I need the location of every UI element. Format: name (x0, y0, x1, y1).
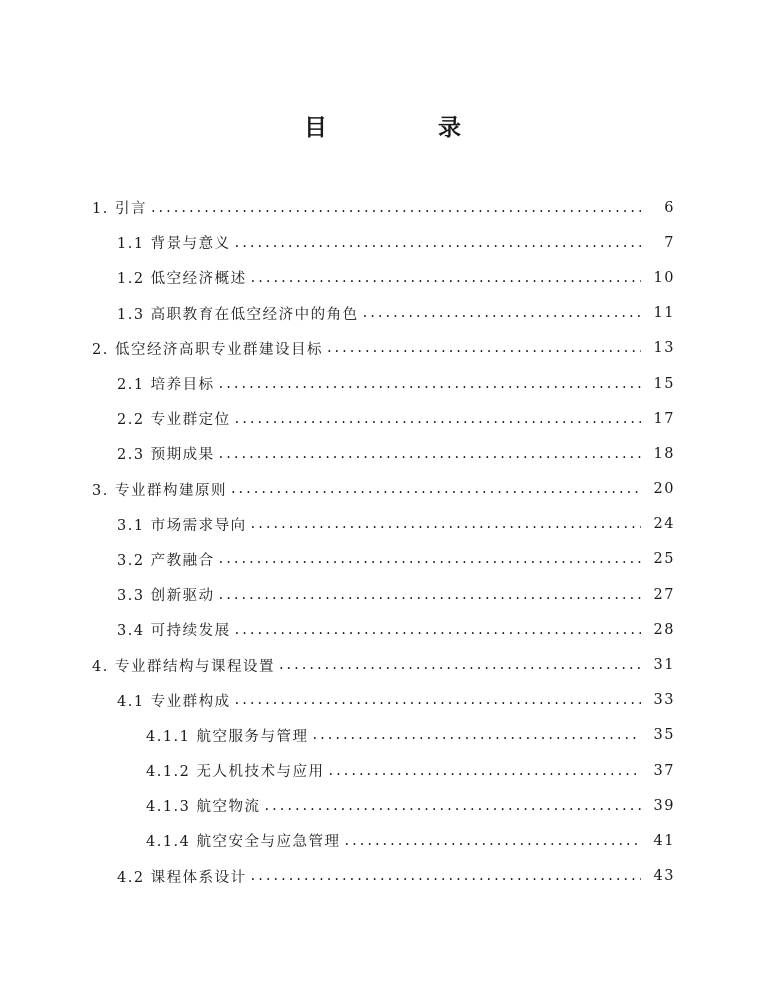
toc-entry-label: 1. 引言 (92, 201, 147, 218)
toc-entry[interactable] (0, 401, 765, 436)
toc-entry[interactable] (0, 683, 765, 718)
toc-dot-leader (235, 620, 641, 640)
toc-entry-page-number: 10 (653, 269, 675, 286)
toc-entry[interactable] (0, 647, 765, 682)
toc-entry-label: 2.3 预期成果 (117, 447, 215, 464)
toc-entry[interactable] (0, 612, 765, 647)
toc-entry-label: 1.1 背景与意义 (117, 236, 231, 253)
toc-dot-leader (151, 198, 641, 218)
toc-entry-label: 3.1 市场需求导向 (117, 517, 247, 534)
toc-entry-page-number: 7 (664, 234, 675, 251)
toc-entry-page-number: 43 (653, 868, 675, 885)
toc-dot-leader (251, 514, 641, 534)
toc-dot-leader (219, 374, 641, 394)
toc-entry-label: 2.2 专业群定位 (117, 412, 231, 429)
toc-entry-page-number: 31 (653, 657, 675, 674)
toc-entry-page-number: 13 (653, 340, 675, 357)
toc-entry-label: 4. 专业群结构与课程设置 (92, 658, 275, 675)
toc-entry[interactable] (0, 823, 765, 858)
toc-dot-leader (235, 409, 641, 429)
toc-entry[interactable] (0, 436, 765, 471)
toc-entry[interactable] (0, 260, 765, 295)
toc-entry-label: 3.3 创新驱动 (117, 588, 215, 605)
toc-dot-leader (219, 444, 641, 464)
toc-dot-leader (251, 268, 641, 288)
toc-entry-label: 4.1.2 无人机技术与应用 (146, 764, 325, 781)
toc-dot-leader (231, 479, 641, 499)
toc-dot-leader (279, 655, 641, 675)
toc-entry-page-number: 15 (653, 375, 675, 392)
toc-entry-page-number: 24 (653, 516, 675, 533)
toc-entry[interactable] (0, 225, 765, 260)
toc-entry-page-number: 6 (664, 199, 675, 216)
toc-entry-label: 1.2 低空经济概述 (117, 271, 247, 288)
toc-entry[interactable] (0, 788, 765, 823)
toc-entry-page-number: 39 (653, 797, 675, 814)
toc-entry[interactable] (0, 507, 765, 542)
toc-entry[interactable] (0, 753, 765, 788)
toc-entry[interactable] (0, 718, 765, 753)
toc-entry[interactable] (0, 296, 765, 331)
toc-dot-leader (219, 585, 641, 605)
toc-entry-page-number: 41 (653, 832, 675, 849)
toc-entry-page-number: 20 (653, 481, 675, 498)
toc-entry-label: 3. 专业群构建原则 (92, 482, 227, 499)
toc-dot-leader (235, 233, 641, 253)
toc-entry-page-number: 35 (653, 727, 675, 744)
toc-entry-label: 2.1 培养目标 (117, 377, 215, 394)
toc-entry-page-number: 27 (653, 586, 675, 603)
toc-entry-page-number: 33 (653, 692, 675, 709)
toc-entry-label: 4.1.4 航空安全与应急管理 (146, 834, 341, 851)
toc-entry[interactable] (0, 366, 765, 401)
toc-dot-leader (327, 338, 641, 358)
toc-entry-page-number: 28 (653, 621, 675, 638)
toc-dot-leader (235, 690, 641, 710)
toc-entry-page-number: 25 (653, 551, 675, 568)
toc-entry-page-number: 17 (653, 410, 675, 427)
toc-entry[interactable] (0, 577, 765, 612)
toc-dot-leader (265, 796, 641, 816)
toc-entry-page-number: 11 (653, 305, 675, 322)
toc-dot-leader (219, 549, 641, 569)
toc-dot-leader (345, 831, 641, 851)
toc-dot-leader (329, 761, 641, 781)
toc-entry[interactable] (0, 472, 765, 507)
toc-entry-page-number: 18 (653, 445, 675, 462)
toc-entry-label: 3.4 可持续发展 (117, 623, 231, 640)
toc-entry-label: 2. 低空经济高职专业群建设目标 (92, 341, 323, 358)
toc-entry-page-number: 37 (653, 762, 675, 779)
toc-entry[interactable] (0, 859, 765, 894)
toc-entry-label: 4.1 专业群构成 (117, 693, 231, 710)
page-title: 目 录 (304, 115, 505, 141)
toc-entry-label: 1.3 高职教育在低空经济中的角色 (117, 306, 359, 323)
toc-dot-leader (363, 303, 641, 323)
table-of-contents (0, 190, 765, 894)
toc-entry-label: 3.2 产教融合 (117, 552, 215, 569)
toc-dot-leader (251, 866, 641, 886)
toc-entry-label: 4.1.3 航空物流 (146, 799, 261, 816)
toc-entry[interactable] (0, 331, 765, 366)
toc-dot-leader (313, 725, 641, 745)
toc-entry-label: 4.2 课程体系设计 (117, 869, 247, 886)
toc-entry[interactable] (0, 190, 765, 225)
toc-entry[interactable] (0, 542, 765, 577)
toc-entry-label: 4.1.1 航空服务与管理 (146, 728, 309, 745)
